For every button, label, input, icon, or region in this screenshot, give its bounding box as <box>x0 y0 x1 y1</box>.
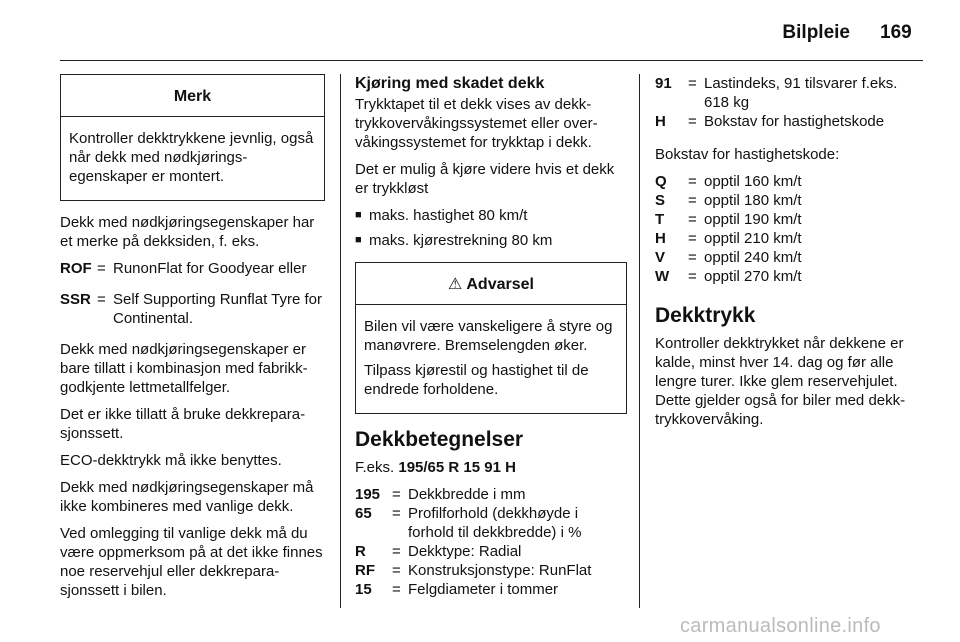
def-value: opptil 190 km/t <box>704 211 802 228</box>
tyre-designation-heading: Dekkbetegnelser <box>355 428 524 451</box>
def-value: Konstruksjonstype: RunFlat <box>408 562 592 579</box>
paragraph: ECO-dekktrykk må ikke benyttes. <box>60 452 282 469</box>
def-key: 195 <box>355 486 381 503</box>
speed-row <box>655 191 925 210</box>
warning-box-heading <box>356 263 626 305</box>
def-row <box>655 112 925 131</box>
bullet-item <box>355 206 627 225</box>
warning-triangle-icon: ⚠ <box>448 276 463 293</box>
paragraph: Det er mulig å kjøre videre hvis et dekk er trykkløst <box>355 161 615 197</box>
bullet-text: maks. hastighet 80 km/t <box>369 207 528 224</box>
def-row <box>355 561 627 580</box>
bullet-text: maks. kjørestrekning 80 km <box>369 232 553 249</box>
def-row <box>355 580 627 599</box>
def-eq: = <box>97 291 106 308</box>
def-eq: = <box>688 113 697 130</box>
def-eq: = <box>688 211 697 228</box>
header-rule <box>60 60 923 61</box>
speed-code-intro: Bokstav for hastighetskode: <box>655 146 840 163</box>
def-key: V <box>655 249 666 266</box>
def-key: SSR <box>60 291 91 308</box>
def-key: ROF <box>60 260 92 277</box>
page-number: 169 <box>880 22 912 43</box>
column-3 <box>655 74 925 437</box>
def-eq: = <box>688 249 697 266</box>
def-key: S <box>655 192 666 209</box>
example-prefix: F.eks. <box>355 459 395 476</box>
paragraph: Det er ikke tillatt å bruke dekkreparasjonssett. <box>60 406 306 442</box>
def-value: Dekkbredde i mm <box>408 486 526 503</box>
def-key: H <box>655 113 666 130</box>
speed-row <box>655 229 925 248</box>
bullet-square-icon: ■ <box>355 209 362 221</box>
paragraph: Trykktapet til et dekk vises av dekktrykkovervåkingssystemet eller overvåkingssystemet for trykktap i dekk. <box>355 96 598 151</box>
def-key: Q <box>655 173 667 190</box>
warning-box <box>355 262 627 414</box>
def-eq: = <box>688 230 697 247</box>
def-eq: = <box>392 486 401 503</box>
paragraph: Dekk med nødkjøringsegenskaper må ikke kombineres med vanlige dekk. <box>60 479 314 515</box>
note-box <box>60 74 325 201</box>
def-key: T <box>655 211 665 228</box>
column-1 <box>60 74 325 608</box>
def-value: opptil 270 km/t <box>704 268 802 285</box>
def-value: opptil 180 km/t <box>704 192 802 209</box>
def-value: opptil 210 km/t <box>704 230 802 247</box>
column-divider-2 <box>639 74 640 608</box>
def-key: W <box>655 268 670 285</box>
warning-text: Tilpass kjørestil og hastighet til de endrede forholdene. <box>364 362 589 398</box>
def-row <box>355 504 627 542</box>
tyre-pressure-heading: Dekktrykk <box>655 304 756 327</box>
speed-row <box>655 267 925 286</box>
def-value: Lastindeks, 91 tilsvarer f.eks. 618 kg <box>704 75 898 111</box>
warning-text: Bilen vil være vanskeligere å styre og manøvrere. Bremselengden øker. <box>364 318 613 354</box>
column-divider-1 <box>340 74 341 608</box>
def-value: Profilforhold (dekkhøyde i forhold til dekkbredde) i % <box>408 505 582 541</box>
def-eq: = <box>688 192 697 209</box>
runflat-intro: Dekk med nødkjøringsegenskaper har et merke på dekksiden, f. eks. <box>60 214 315 250</box>
def-key: H <box>655 230 666 247</box>
paragraph: Ved omlegging til vanlige dekk må du være oppmerksom på at det ikke finnes noe reservehjul eller dekkreparasjonssett i bilen. <box>60 525 323 599</box>
speed-row <box>655 210 925 229</box>
def-value: opptil 240 km/t <box>704 249 802 266</box>
note-box-heading: Merk <box>61 75 324 117</box>
def-key: 15 <box>355 581 372 598</box>
def-eq: = <box>392 581 401 598</box>
def-key: 91 <box>655 75 672 92</box>
def-key: 65 <box>355 505 372 522</box>
def-eq: = <box>688 173 697 190</box>
def-eq: = <box>392 543 401 560</box>
def-eq: = <box>688 268 697 285</box>
def-value: opptil 160 km/t <box>704 173 802 190</box>
speed-row <box>655 172 925 191</box>
def-eq: = <box>688 75 697 92</box>
def-row-rof <box>60 259 325 278</box>
def-value: Self Supporting Runflat Tyre for Continental. <box>113 291 323 327</box>
def-eq: = <box>392 562 401 579</box>
def-value: RunonFlat for Goodyear eller <box>113 260 307 277</box>
def-row-ssr <box>60 290 325 328</box>
warning-title: Advarsel <box>466 276 534 293</box>
def-key: RF <box>355 562 375 579</box>
def-eq: = <box>392 505 401 522</box>
note-box-text: Kontroller dekktrykkene jevnlig, også når dekk med nødkjøringsegenskaper er montert. <box>69 130 314 185</box>
speed-row <box>655 248 925 267</box>
def-row <box>655 74 925 112</box>
designation-example <box>355 458 627 477</box>
def-row <box>355 485 627 504</box>
def-key: R <box>355 543 366 560</box>
damaged-tyre-heading: Kjøring med skadet dekk <box>355 75 545 92</box>
def-eq: = <box>97 260 106 277</box>
bullet-square-icon: ■ <box>355 234 362 246</box>
column-2 <box>355 74 627 599</box>
def-value: Felgdiameter i tommer <box>408 581 559 598</box>
page-header-title: Bilpleie <box>782 22 850 43</box>
bullet-item <box>355 231 627 250</box>
def-value: Dekktype: Radial <box>408 543 522 560</box>
example-value: 195/65 R 15 91 H <box>398 459 516 476</box>
paragraph: Dekk med nødkjøringsegenskaper er bare tillatt i kombinasjon med fabrikkgodkjente lettmetallfelger. <box>60 341 308 396</box>
tyre-pressure-text: Kontroller dekktrykket når dekkene er kalde, minst hver 14. dag og før alle lengre turer. Ikke glem reservehjulet. Dette gjelder også for biler med dekktrykkovervåking. <box>655 335 906 428</box>
def-row <box>355 542 627 561</box>
def-value: Bokstav for hastighetskode <box>704 113 885 130</box>
watermark: carmanualsonline.info <box>680 615 881 637</box>
